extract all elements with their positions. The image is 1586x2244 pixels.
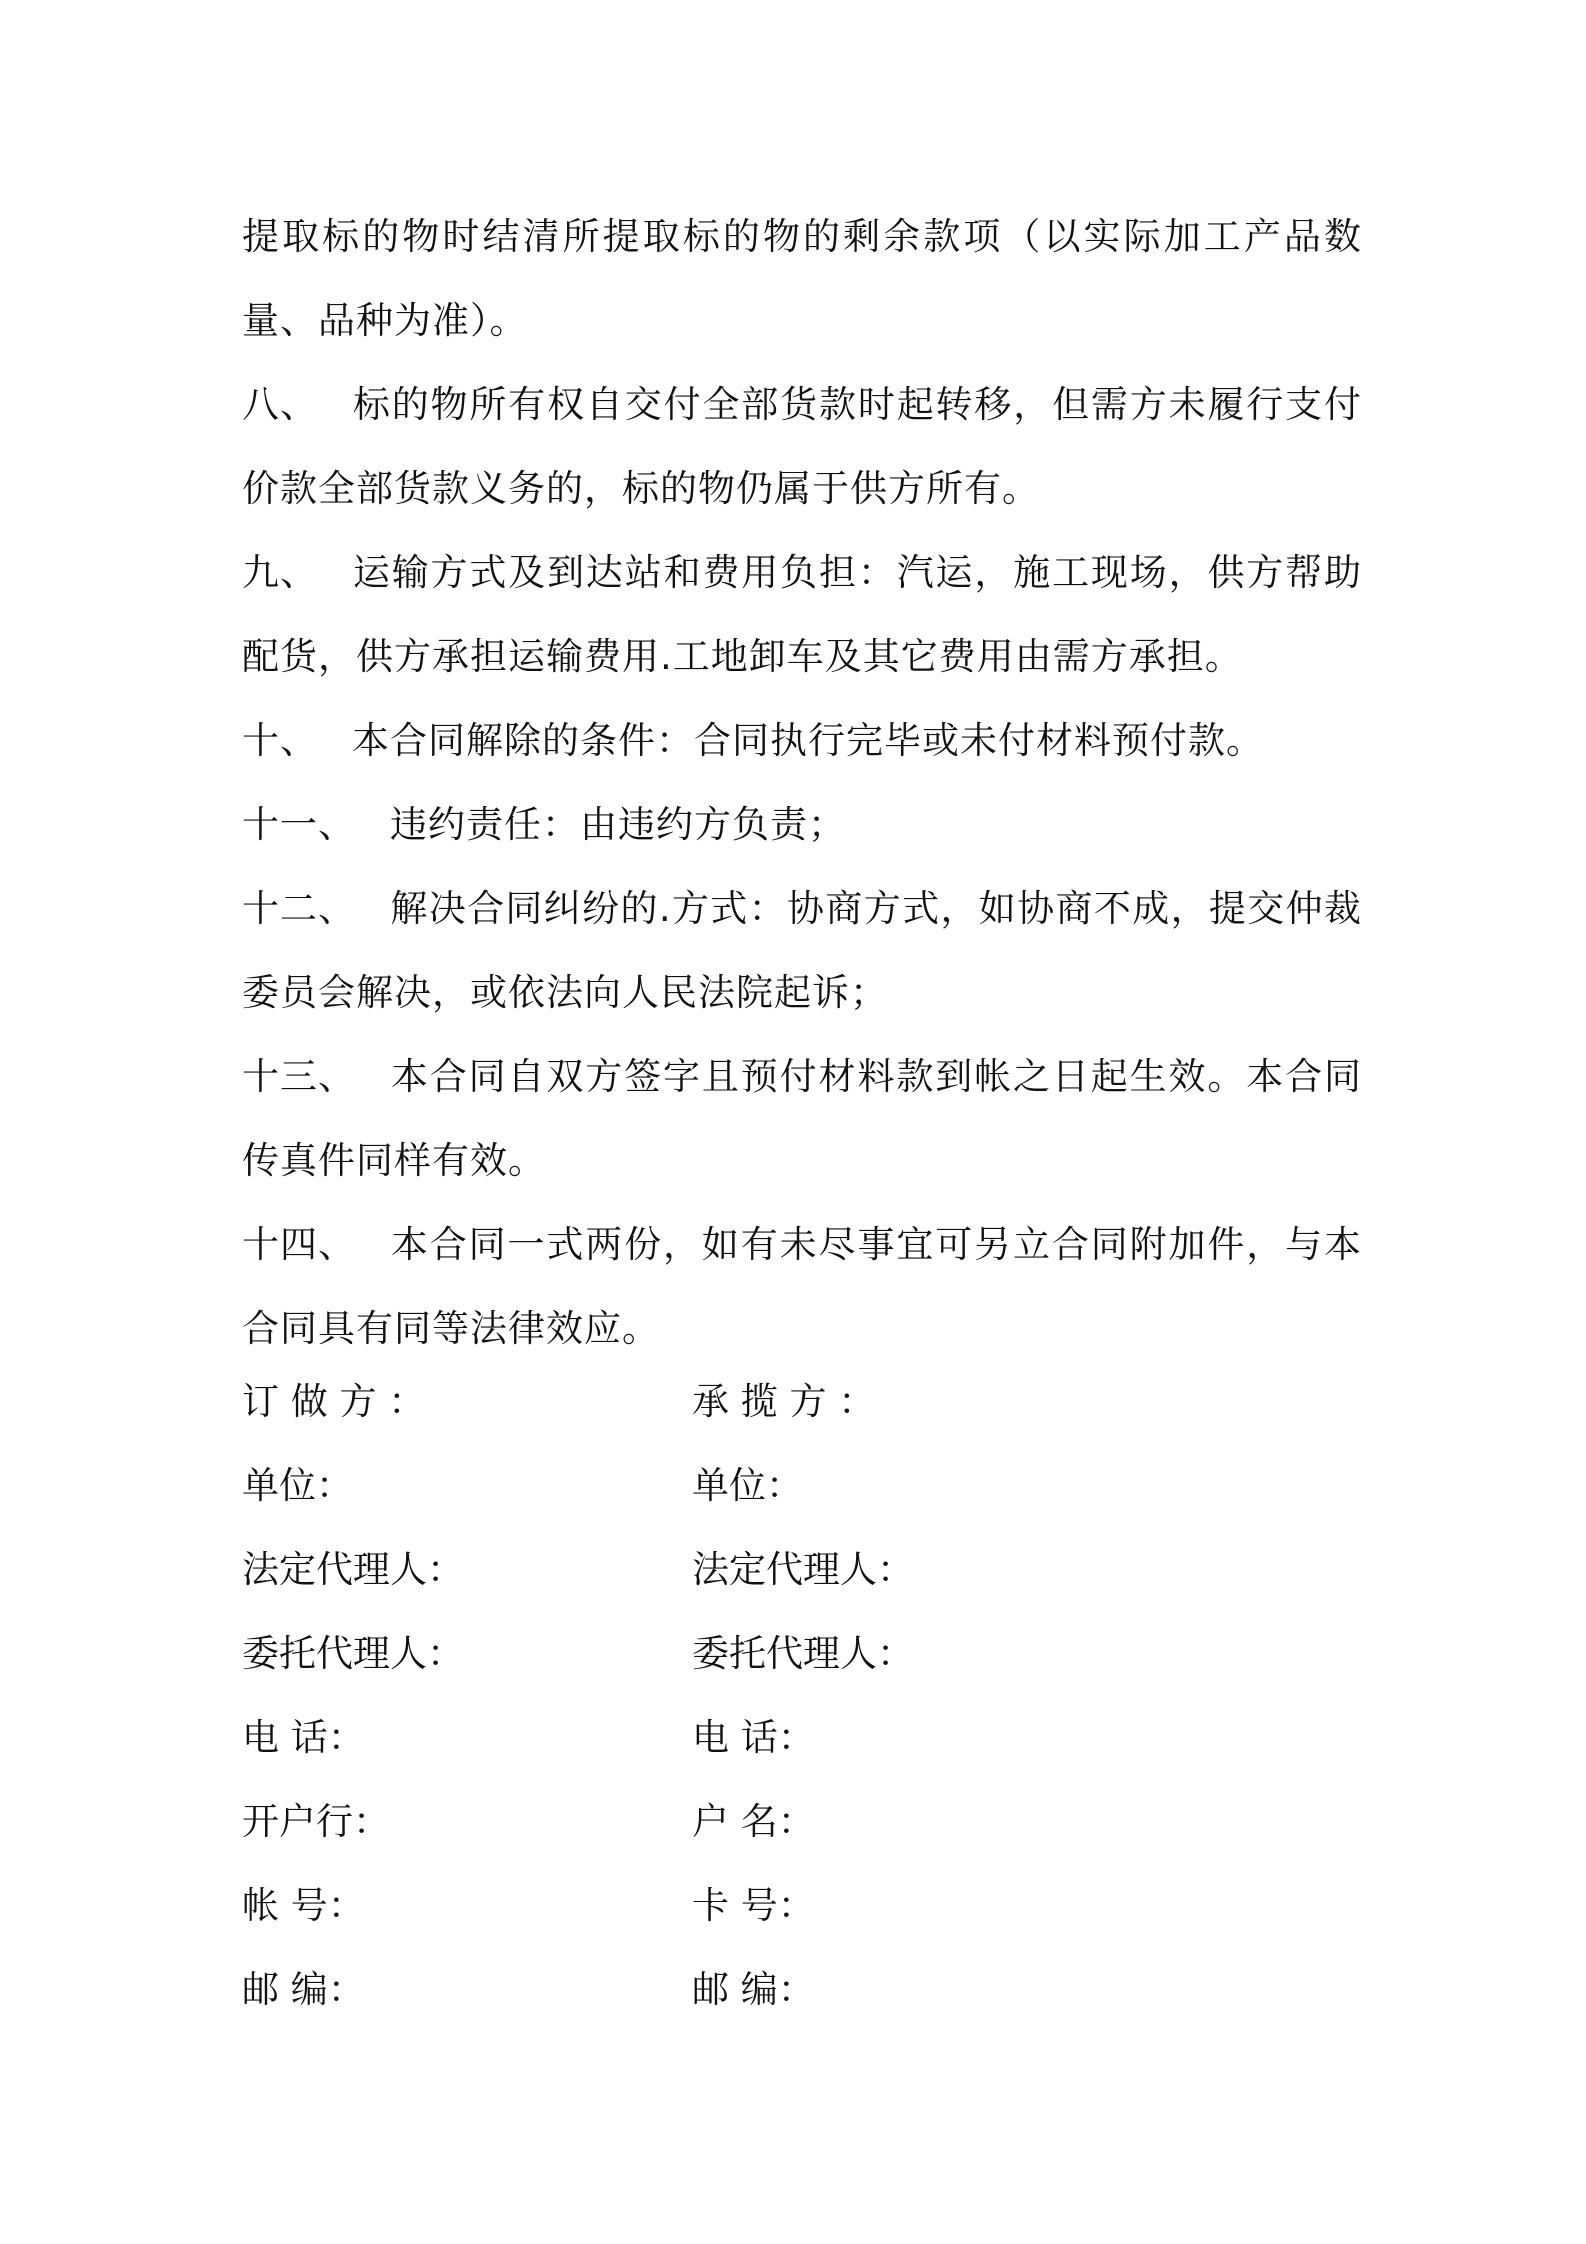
orderer-phone-label: 电 话： [242, 1716, 365, 1759]
clause-12 [242, 867, 1362, 1035]
clause-number: 十四、 [242, 1223, 356, 1266]
clause-text: 运输方式及到达站和费用负担：汽运，施工现场，供方帮助配货，供方承担运输费用.工地卸车及其它费用由需方承担。 [242, 551, 1362, 678]
clause-14 [242, 1203, 1362, 1371]
clause-continuation [242, 195, 1362, 363]
orderer-postcode-label: 邮 编： [242, 1968, 365, 2011]
signature-row-unit [242, 1444, 1362, 1528]
signature-row-postcode [242, 1948, 1362, 2032]
contractor-entrusted-agent-label: 委托代理人： [692, 1632, 914, 1675]
clause-text: 标的物所有权自交付全部货款时起转移，但需方未履行支付价款全部货款义务的，标的物仍属于供方所有。 [242, 383, 1362, 510]
contractor-postcode-label: 邮 编： [692, 1968, 815, 2011]
clause-number: 十一、 [242, 803, 356, 846]
clause-text: 解决合同纠纷的.方式：协商方式，如协商不成，提交仲裁委员会解决，或依法向人民法院起诉； [242, 887, 1362, 1014]
clause-text: 本合同一式两份，如有未尽事宜可另立合同附加件，与本合同具有同等法律效应。 [242, 1223, 1362, 1350]
signature-row-legal-agent [242, 1528, 1362, 1612]
contractor-account-name-label: 户 名： [692, 1800, 815, 1843]
orderer-legal-agent-label: 法定代理人： [242, 1548, 464, 1591]
clause-text: 提取标的物时结清所提取标的物的剩余款项（以实际加工产品数量、品种为准）。 [242, 215, 1362, 342]
clause-number: 八、 [242, 383, 318, 426]
contractor-phone-label: 电 话： [692, 1716, 815, 1759]
contract-clauses [242, 195, 1362, 1371]
signature-row-phone [242, 1696, 1362, 1780]
contractor-unit-label: 单位： [692, 1464, 803, 1507]
clause-number: 九、 [242, 551, 318, 594]
clause-9 [242, 531, 1362, 699]
clause-text: 本合同自双方签字且预付材料款到帐之日起生效。本合同传真件同样有效。 [242, 1055, 1362, 1182]
clause-10 [242, 699, 1362, 783]
orderer-party-label: 订 做 方 ： [242, 1380, 426, 1423]
signature-row-party [242, 1360, 1362, 1444]
clause-8 [242, 363, 1362, 531]
clause-number: 十、 [242, 719, 318, 762]
clause-13 [242, 1035, 1362, 1203]
contractor-card-number-label: 卡 号： [692, 1884, 815, 1927]
clause-11 [242, 783, 1362, 867]
orderer-entrusted-agent-label: 委托代理人： [242, 1632, 464, 1675]
orderer-unit-label: 单位： [242, 1464, 353, 1507]
orderer-account-number-label: 帐 号： [242, 1884, 365, 1927]
orderer-bank-label: 开户行： [242, 1800, 390, 1843]
signature-block [242, 1360, 1362, 2032]
signature-row-account [242, 1864, 1362, 1948]
clause-number: 十三、 [242, 1055, 356, 1098]
clause-text: 本合同解除的条件：合同执行完毕或未付材料预付款。 [352, 719, 1264, 762]
contractor-legal-agent-label: 法定代理人： [692, 1548, 914, 1591]
clause-number: 十二、 [242, 887, 356, 930]
signature-row-entrusted-agent [242, 1612, 1362, 1696]
signature-row-bank [242, 1780, 1362, 1864]
contractor-party-label: 承 揽 方 ： [692, 1380, 876, 1423]
clause-text: 违约责任：由违约方负责； [390, 803, 846, 846]
